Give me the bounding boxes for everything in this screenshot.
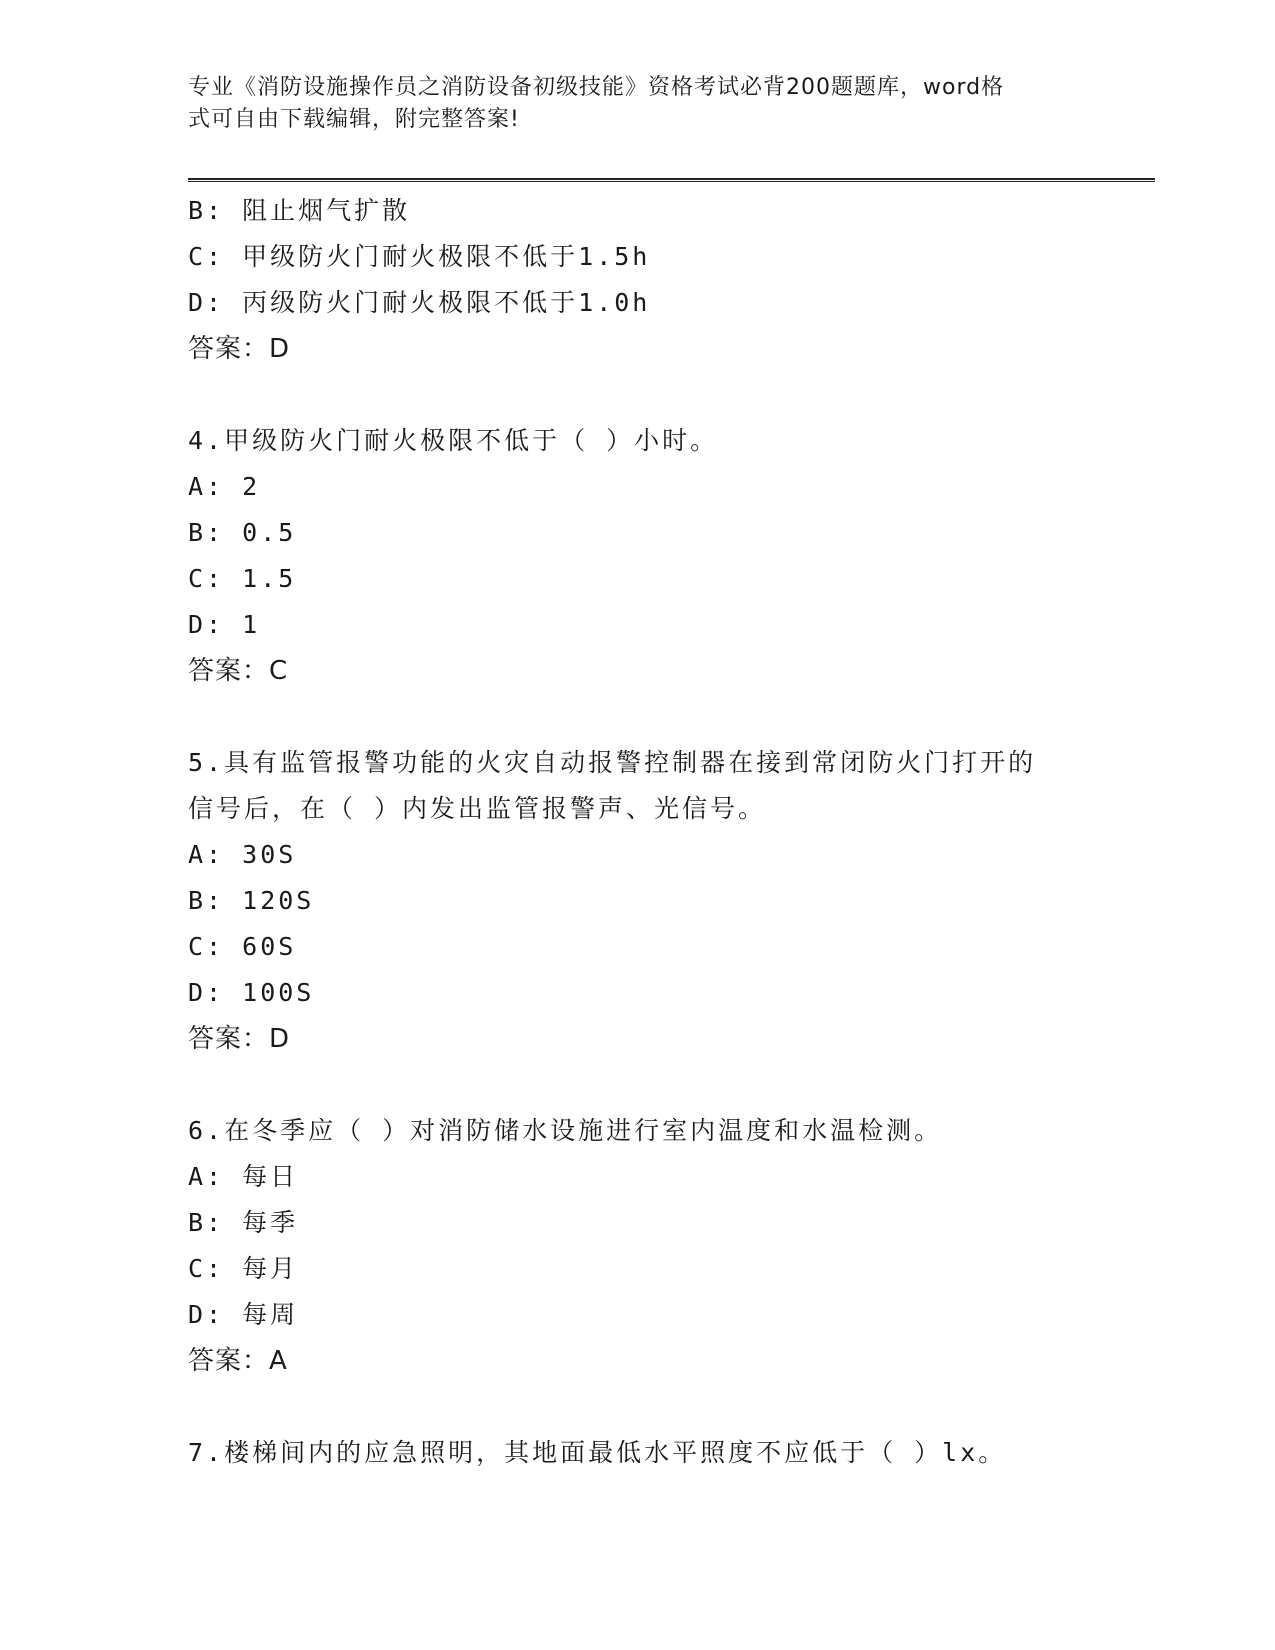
option-d: D: 每周 <box>188 1300 299 1329</box>
option-d: D: 100S <box>188 978 315 1007</box>
question-5 <box>188 740 1088 1062</box>
option-b: B: 0.5 <box>188 518 297 547</box>
option-c: C: 1.5 <box>188 564 297 593</box>
option-c: C: 60S <box>188 932 297 961</box>
option-d: D: 1 <box>188 610 261 639</box>
option-d: D: 丙级防火门耐火极限不低于1.0h <box>188 288 651 317</box>
option-c: C: 每月 <box>188 1254 299 1283</box>
question-stem: 7.楼梯间内的应急照明，其地面最低水平照度不应低于（ ）lx。 <box>188 1438 1007 1467</box>
question-stem-line-1: 5.具有监管报警功能的火灾自动报警控制器在接到常闭防火门打开的 <box>188 748 1037 777</box>
header-line-2: 式可自由下载编辑，附完整答案! <box>188 107 520 132</box>
option-a: A: 每日 <box>188 1162 299 1191</box>
header-divider <box>188 178 1155 182</box>
option-c: C: 甲级防火门耐火极限不低于1.5h <box>188 242 651 271</box>
question-list <box>188 188 1088 1476</box>
option-a: A: 30S <box>188 840 297 869</box>
option-b: B: 120S <box>188 886 315 915</box>
question-7 <box>188 1430 1088 1476</box>
question-stem-line-2: 信号后，在（ ）内发出监管报警声、光信号。 <box>188 794 767 823</box>
question-4 <box>188 418 1088 694</box>
answer: 答案：D <box>188 1024 291 1054</box>
answer: 答案：A <box>188 1346 288 1376</box>
option-b: B: 阻止烟气扩散 <box>188 196 411 225</box>
answer: 答案：C <box>188 656 289 686</box>
question-stem: 6.在冬季应（ ）对消防储水设施进行室内温度和水温检测。 <box>188 1116 943 1145</box>
option-a: A: 2 <box>188 472 261 501</box>
header-line-1: 专业《消防设施操作员之消防设备初级技能》资格考试必背200题题库，word格 <box>188 75 1005 100</box>
answer: 答案：D <box>188 334 291 364</box>
question-3-tail <box>188 188 1088 372</box>
question-6 <box>188 1108 1088 1384</box>
option-b: B: 每季 <box>188 1208 299 1237</box>
document-header <box>188 72 1088 136</box>
question-stem: 4.甲级防火门耐火极限不低于（ ）小时。 <box>188 426 719 455</box>
